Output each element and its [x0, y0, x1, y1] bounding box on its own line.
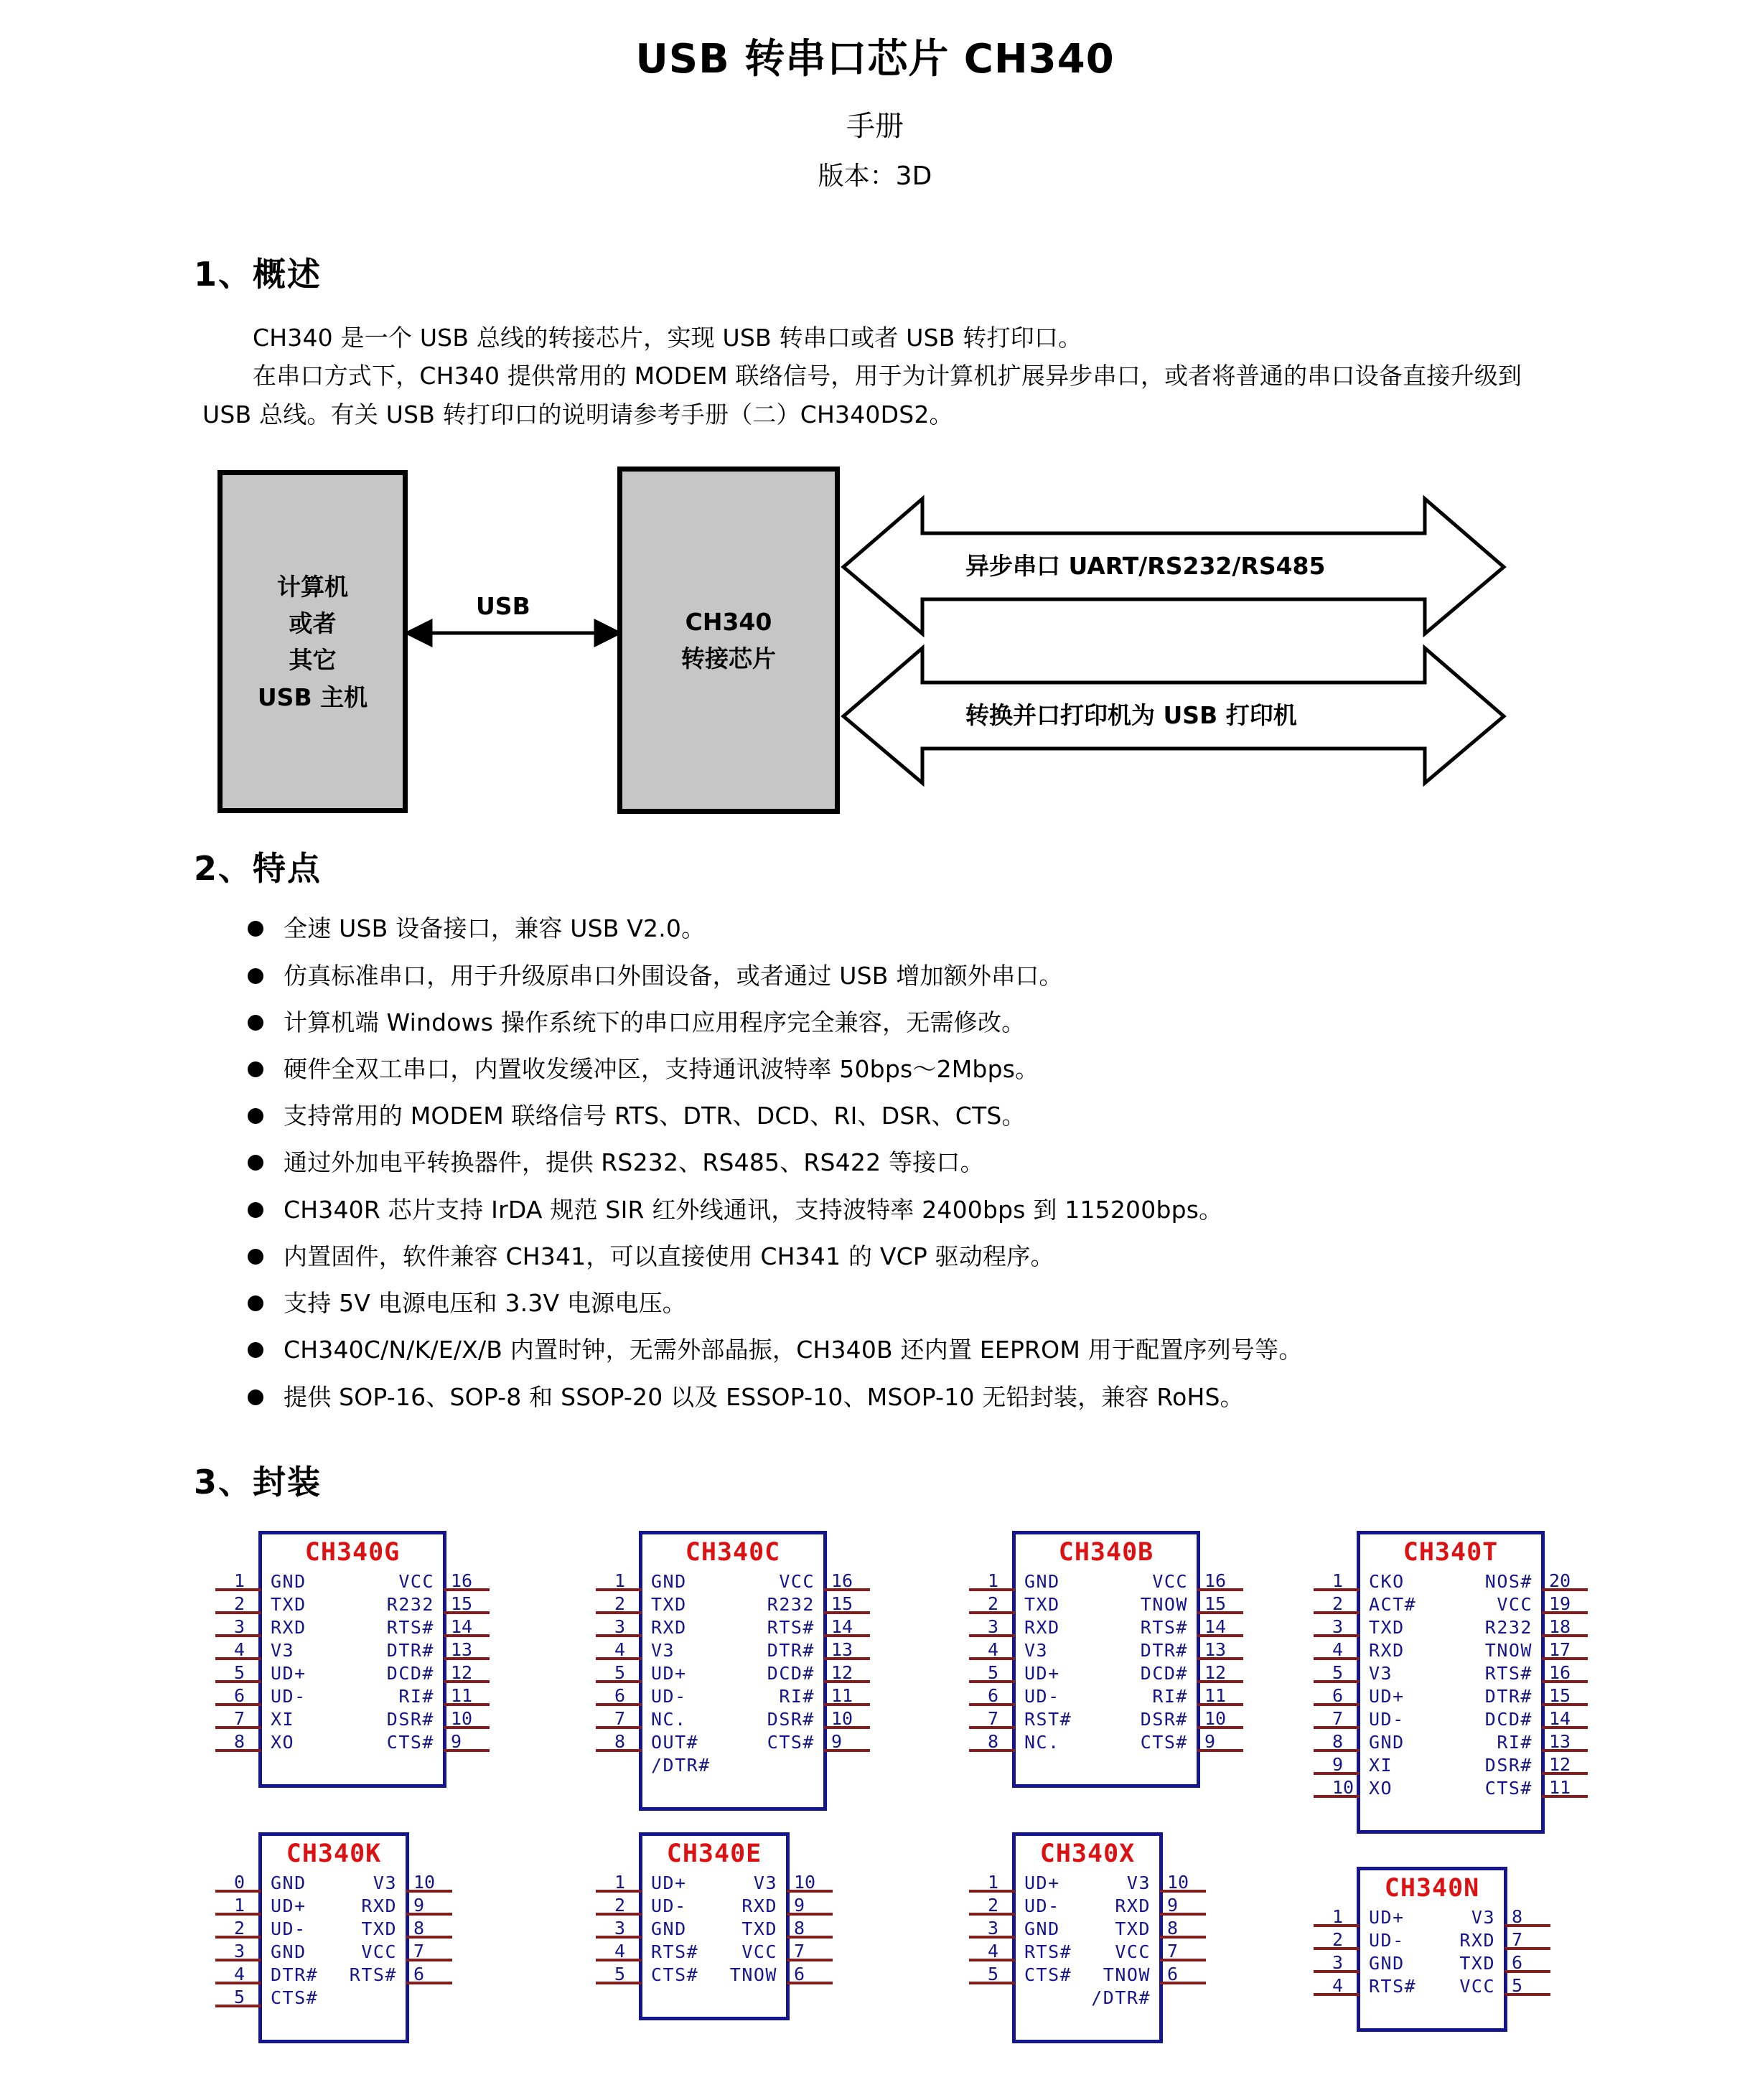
pin-label-right: DTR#	[386, 1639, 434, 1661]
feature-item-label: CH340R 芯片支持 IrDA 规范 SIR 红外线通讯，支持波特率 2400bps 到 115200bps。	[284, 1195, 1223, 1224]
document-version: 版本：3D	[818, 161, 932, 191]
pin-number-right: 10	[831, 1707, 853, 1729]
pin-number-left: 4	[614, 1639, 626, 1660]
pin-label-right: RXD	[1115, 1895, 1151, 1916]
pin-number-right: 14	[831, 1616, 853, 1637]
feature-item	[248, 1241, 1750, 1272]
pin-label-left: GND	[651, 1918, 687, 1939]
pin-number-right: 15	[1204, 1593, 1227, 1614]
pin-number-right: 7	[1167, 1940, 1179, 1961]
pin-number-right: 10	[1167, 1871, 1189, 1893]
chip-block	[617, 467, 840, 814]
feature-item	[248, 1288, 1750, 1319]
feature-item	[248, 1054, 1750, 1085]
pin-number-left: 4	[234, 1639, 245, 1660]
host-line-1: 计算机	[277, 573, 348, 601]
bullet-dot-icon	[248, 921, 263, 937]
pin-number-left: 4	[234, 1963, 245, 1984]
pin-label-left: GND	[1024, 1570, 1060, 1592]
pin-label-right: RI#	[398, 1685, 434, 1707]
chip-package-ch340c	[596, 1531, 870, 1818]
pin-number-right: 11	[1204, 1684, 1227, 1706]
pin-number-right: 8	[1167, 1917, 1179, 1939]
bullet-dot-icon	[248, 1202, 263, 1218]
pin-label-right: TNOW	[1103, 1964, 1151, 1985]
pin-label-left: DTR#	[271, 1964, 319, 1985]
pin-number-left: 2	[1332, 1928, 1344, 1950]
bullet-dot-icon	[248, 968, 263, 984]
pin-label-right: DTR#	[1140, 1639, 1188, 1661]
bullet-dot-icon	[248, 1295, 263, 1311]
pin-number-right: 10	[794, 1871, 816, 1893]
pin-label-right: RTS#	[1140, 1616, 1188, 1638]
pin-label-left: UD+	[1369, 1685, 1405, 1707]
bullet-dot-icon	[248, 1155, 263, 1171]
pin-number-left: 5	[234, 1986, 245, 2007]
host-line-4: USB 主机	[257, 683, 368, 711]
pin-label-left: CKO	[1369, 1570, 1405, 1592]
chip-package-ch340e	[596, 1832, 833, 2028]
pin-label-left: UD-	[1024, 1895, 1060, 1916]
pin-label-left: UD+	[271, 1895, 307, 1916]
document-subtitle: 手册	[846, 110, 904, 143]
pin-label-right: VCC	[741, 1941, 777, 1962]
pin-label-left: UD+	[1369, 1906, 1405, 1928]
feature-item-label: 提供 SOP-16、SOP-8 和 SSOP-20 以及 ESSOP-10、MSOP-10 无铅封装，兼容 RoHS。	[284, 1382, 1244, 1411]
pin-label-right: R232	[767, 1593, 815, 1615]
feature-item-label: 通过外加电平转换器件，提供 RS232、RS485、RS422 等接口。	[284, 1148, 984, 1177]
pin-label-left: UD+	[271, 1662, 307, 1684]
chip-part-number: CH340G	[304, 1537, 401, 1567]
pin-number-right: 9	[1204, 1730, 1216, 1752]
pin-label-right: RXD	[361, 1895, 397, 1916]
pin-number-left: 4	[1332, 1974, 1344, 1996]
overview-paragraph-1: CH340 是一个 USB 总线的转接芯片，实现 USB 转串口或者 USB 转打印口。	[253, 324, 1082, 352]
pin-number-left: 2	[988, 1593, 999, 1614]
pin-label-left: RXD	[1024, 1616, 1060, 1638]
pin-label-right-extra: /DTR#	[1091, 1987, 1151, 2008]
feature-item-label: 仿真标准串口，用于升级原串口外围设备，或者通过 USB 增加额外串口。	[284, 961, 1063, 990]
pin-number-right: 7	[794, 1940, 805, 1961]
pin-number-right: 10	[413, 1871, 436, 1893]
pin-number-left: 3	[614, 1917, 626, 1939]
pin-label-left: GND	[1369, 1952, 1405, 1974]
section-heading-features: 2、特点	[194, 849, 322, 889]
pin-number-left: 5	[614, 1661, 626, 1683]
pin-label-right: VCC	[1115, 1941, 1151, 1962]
pin-number-left: 2	[234, 1917, 245, 1939]
pin-label-right: R232	[386, 1593, 434, 1615]
pin-number-right: 16	[1204, 1570, 1227, 1591]
pin-number-right: 13	[1549, 1730, 1571, 1752]
usb-arrow	[408, 622, 619, 644]
pin-number-left: 2	[614, 1593, 626, 1614]
pin-label-left: UD+	[1024, 1662, 1060, 1684]
pin-label-left: GND	[1369, 1731, 1405, 1753]
bullet-dot-icon	[248, 1015, 263, 1031]
section-heading-overview: 1、概述	[194, 255, 322, 294]
feature-item	[248, 1382, 1750, 1413]
pin-number-right: 14	[1549, 1707, 1571, 1729]
pin-label-left: CTS#	[271, 1987, 319, 2008]
pin-number-left: 10	[1332, 1776, 1354, 1798]
feature-item-label: 全速 USB 设备接口，兼容 USB V2.0。	[284, 914, 706, 943]
pin-label-left: UD-	[271, 1685, 307, 1707]
pin-label-right: RI#	[779, 1685, 815, 1707]
pin-number-right: 8	[794, 1917, 805, 1939]
chip-part-number: CH340N	[1384, 1873, 1480, 1903]
pin-label-left: RTS#	[1369, 1975, 1417, 1997]
pin-label-left: NC.	[651, 1708, 687, 1730]
pin-number-right: 8	[413, 1917, 425, 1939]
pin-number-left: 3	[1332, 1616, 1344, 1637]
pin-number-left: 6	[1332, 1684, 1344, 1706]
datasheet-page	[0, 27, 1750, 2100]
pin-number-right: 5	[1512, 1974, 1523, 1996]
pin-label-right: RXD	[1459, 1929, 1495, 1951]
pin-number-left: 2	[988, 1894, 999, 1916]
pin-label-left: UD+	[651, 1872, 687, 1893]
pin-label-right: RTS#	[1484, 1662, 1533, 1684]
pin-label-left: GND	[271, 1570, 307, 1592]
pin-label-right: DSR#	[386, 1708, 434, 1730]
pin-number-right: 11	[451, 1684, 473, 1706]
pin-number-left: 3	[234, 1940, 245, 1961]
pin-label-left: RXD	[271, 1616, 307, 1638]
feature-item	[248, 1334, 1750, 1366]
feature-list	[248, 913, 1750, 1412]
pin-label-left: UD+	[1024, 1872, 1060, 1893]
pin-label-left: V3	[1369, 1662, 1393, 1684]
pin-number-left: 1	[1332, 1906, 1344, 1927]
chip-package-ch340b	[969, 1531, 1243, 1795]
pin-number-right: 8	[1512, 1906, 1523, 1927]
chip-part-number: CH340C	[685, 1537, 781, 1567]
pin-number-right: 15	[831, 1593, 853, 1614]
pin-label-left: UD-	[1024, 1685, 1060, 1707]
pin-number-left: 6	[234, 1684, 245, 1706]
pin-label-left: GND	[1024, 1918, 1060, 1939]
pin-number-left: 3	[234, 1616, 245, 1637]
pin-number-right: 7	[413, 1940, 425, 1961]
pin-label-left: RTS#	[651, 1941, 699, 1962]
pin-label-left: CTS#	[651, 1964, 699, 1985]
chip-part-number: CH340K	[286, 1839, 382, 1868]
pin-label-right: VCC	[1152, 1570, 1188, 1592]
feature-item	[248, 1007, 1750, 1039]
bullet-dot-icon	[248, 1061, 263, 1077]
pin-label-left: V3	[271, 1639, 295, 1661]
pin-number-right: 9	[831, 1730, 843, 1752]
pin-label-right: DCD#	[1484, 1708, 1533, 1730]
usb-link-label: USB	[476, 592, 530, 621]
chip-package-ch340n	[1314, 1867, 1550, 2039]
pin-label-left: GND	[271, 1872, 307, 1893]
pin-number-left: 7	[988, 1707, 999, 1729]
pin-number-right: 20	[1549, 1570, 1571, 1591]
pin-label-left: TXD	[271, 1593, 307, 1615]
feature-item-label: 计算机端 Windows 操作系统下的串口应用程序完全兼容，无需修改。	[284, 1008, 1026, 1036]
feature-item	[248, 1147, 1750, 1178]
pin-number-left: 1	[234, 1894, 245, 1916]
pin-number-right: 13	[831, 1639, 853, 1660]
pin-number-left: 3	[988, 1616, 999, 1637]
pin-number-left: 8	[614, 1730, 626, 1752]
pin-number-left: 9	[1332, 1753, 1344, 1775]
pin-number-right: 6	[1512, 1951, 1523, 1973]
chip-package-ch340g	[215, 1531, 490, 1795]
pin-number-left: 5	[234, 1661, 245, 1683]
pin-number-left: 5	[614, 1963, 626, 1984]
pin-number-left: 3	[614, 1616, 626, 1637]
pin-number-right: 12	[831, 1661, 853, 1683]
pin-number-left: 7	[614, 1707, 626, 1729]
pin-label-right: TXD	[741, 1918, 777, 1939]
pin-number-left: 4	[988, 1639, 999, 1660]
pin-label-right: RI#	[1497, 1731, 1533, 1753]
bullet-dot-icon	[248, 1342, 263, 1358]
pin-label-right: DCD#	[767, 1662, 815, 1684]
overview-paragraph-2: 在串口方式下，CH340 提供常用的 MODEM 联络信号，用于为计算机扩展异步串口，或者将普通的串口设备直接升级到 USB 总线。有关 USB 转打印口的说明请参考手册（二）CH340DS2。	[202, 362, 1522, 428]
pin-label-right: TXD	[1115, 1918, 1151, 1939]
pin-number-right: 15	[1549, 1684, 1571, 1706]
pin-label-left: TXD	[651, 1593, 687, 1615]
pin-label-left: UD-	[271, 1918, 307, 1939]
pin-label-left: UD-	[1369, 1929, 1405, 1951]
chip-part-number: CH340B	[1058, 1537, 1154, 1567]
pin-label-right: CTS#	[767, 1731, 815, 1753]
pin-label-left: UD+	[651, 1662, 687, 1684]
pin-number-left: 5	[988, 1661, 999, 1683]
feature-item-label: 支持 5V 电源电压和 3.3V 电源电压。	[284, 1289, 686, 1318]
pin-number-left: 8	[988, 1730, 999, 1752]
pin-number-left: 1	[614, 1871, 626, 1893]
pin-number-left: 7	[1332, 1707, 1344, 1729]
pin-number-right: 13	[1204, 1639, 1227, 1660]
pin-label-left: GND	[651, 1570, 687, 1592]
pin-label-right: DTR#	[767, 1639, 815, 1661]
pin-number-left: 2	[614, 1894, 626, 1916]
pin-label-right: TNOW	[729, 1964, 777, 1985]
pin-number-right: 6	[413, 1963, 425, 1984]
pin-label-right: V3	[373, 1872, 397, 1893]
pin-label-left: V3	[1024, 1639, 1049, 1661]
pin-label-right: CTS#	[1484, 1777, 1533, 1799]
pin-label-right: TNOW	[1140, 1593, 1188, 1615]
pin-label-left: V3	[651, 1639, 675, 1661]
pin-label-left: XI	[271, 1708, 295, 1730]
pin-label-right: V3	[753, 1872, 777, 1893]
feature-item-label: CH340C/N/K/E/X/B 内置时钟，无需外部晶振，CH340B 还内置 EEPROM 用于配置序列号等。	[284, 1336, 1303, 1364]
pin-label-right: NOS#	[1484, 1570, 1533, 1592]
pin-number-left: 8	[234, 1730, 245, 1752]
pin-number-right: 14	[1204, 1616, 1227, 1637]
pin-number-right: 13	[451, 1639, 473, 1660]
pin-number-left: 1	[234, 1570, 245, 1591]
pin-number-left: 0	[234, 1871, 245, 1893]
pin-label-left: ACT#	[1369, 1593, 1417, 1615]
pin-label-right: VCC	[1497, 1593, 1533, 1615]
pin-number-right: 10	[451, 1707, 473, 1729]
pin-number-left: 4	[614, 1940, 626, 1961]
pin-number-left: 8	[1332, 1730, 1344, 1752]
feature-item	[248, 913, 1750, 944]
pin-label-left: GND	[271, 1941, 307, 1962]
pin-number-right: 12	[451, 1661, 473, 1683]
pin-label-right: TNOW	[1484, 1639, 1533, 1661]
pin-number-right: 16	[831, 1570, 853, 1591]
pin-label-right: DCD#	[386, 1662, 434, 1684]
pin-label-right: TXD	[361, 1918, 397, 1939]
pin-label-left: CTS#	[1024, 1964, 1072, 1985]
pin-number-right: 9	[794, 1894, 805, 1916]
host-block	[217, 470, 408, 813]
pin-number-left: 1	[988, 1871, 999, 1893]
pin-number-left: 1	[1332, 1570, 1344, 1591]
overview-body	[197, 319, 1553, 433]
bullet-dot-icon	[248, 1249, 263, 1265]
pin-label-right: RTS#	[386, 1616, 434, 1638]
pin-number-left: 4	[1332, 1639, 1344, 1660]
pin-number-left: 2	[234, 1593, 245, 1614]
pin-label-left-extra: /DTR#	[651, 1754, 711, 1776]
pin-label-left: RTS#	[1024, 1941, 1072, 1962]
pin-label-right: DSR#	[1484, 1754, 1533, 1776]
pin-number-left: 1	[614, 1570, 626, 1591]
pin-number-right: 16	[451, 1570, 473, 1591]
printer-arrow-label: 转换并口打印机为 USB 打印机	[965, 701, 1297, 730]
pin-number-right: 18	[1549, 1616, 1571, 1637]
pin-label-right: DCD#	[1140, 1662, 1188, 1684]
chip-line-2: 转接芯片	[681, 644, 776, 673]
pin-number-right: 11	[831, 1684, 853, 1706]
pin-label-right: V3	[1471, 1906, 1495, 1928]
pin-label-left: RXD	[651, 1616, 687, 1638]
feature-item	[248, 960, 1750, 992]
pin-label-left: XO	[271, 1731, 295, 1753]
pin-label-right: VCC	[361, 1941, 397, 1962]
bullet-dot-icon	[248, 1108, 263, 1124]
pin-number-left: 5	[1332, 1661, 1344, 1683]
pin-number-left: 5	[988, 1963, 999, 1984]
pin-label-left: TXD	[1024, 1593, 1060, 1615]
chip-package-ch340k	[215, 1832, 452, 2050]
pin-label-right: VCC	[398, 1570, 434, 1592]
pin-number-left: 6	[988, 1684, 999, 1706]
bullet-dot-icon	[248, 1389, 263, 1405]
uart-arrow-label: 异步串口 UART/RS232/RS485	[965, 552, 1326, 581]
pin-label-right: TXD	[1459, 1952, 1495, 1974]
pin-number-right: 10	[1204, 1707, 1227, 1729]
pin-number-left: 1	[988, 1570, 999, 1591]
block-diagram	[0, 452, 1750, 811]
chip-package-ch340x	[969, 1832, 1206, 2050]
pin-number-right: 7	[1512, 1928, 1523, 1950]
pin-number-right: 12	[1549, 1753, 1571, 1775]
pin-label-right: R232	[1484, 1616, 1533, 1638]
chip-part-number: CH340X	[1039, 1839, 1136, 1868]
section-heading-packages: 3、封装	[194, 1462, 322, 1501]
pin-label-left: RXD	[1369, 1639, 1405, 1661]
pin-number-right: 6	[794, 1963, 805, 1984]
pin-label-right: RI#	[1152, 1685, 1188, 1707]
pin-number-right: 12	[1204, 1661, 1227, 1683]
pin-number-right: 15	[451, 1593, 473, 1614]
pin-number-right: 16	[1549, 1661, 1571, 1683]
package-diagrams	[0, 1531, 1750, 2091]
pin-label-left: NC.	[1024, 1731, 1060, 1753]
pin-label-left: RST#	[1024, 1708, 1072, 1730]
chip-line-1: CH340	[685, 608, 772, 637]
pin-number-left: 4	[988, 1940, 999, 1961]
pin-number-left: 3	[988, 1917, 999, 1939]
chip-part-number: CH340E	[666, 1839, 762, 1868]
feature-item-label: 支持常用的 MODEM 联络信号 RTS、DTR、DCD、RI、DSR、CTS。	[284, 1102, 1026, 1130]
feature-item-label: 硬件全双工串口，内置收发缓冲区，支持通讯波特率 50bps～2Mbps。	[284, 1055, 1039, 1084]
pin-number-right: 9	[1167, 1894, 1179, 1916]
pin-label-right: RTS#	[349, 1964, 397, 1985]
pin-number-right: 19	[1549, 1593, 1571, 1614]
host-line-2: 或者	[289, 609, 337, 638]
host-line-3: 其它	[289, 646, 337, 675]
chip-package-ch340t	[1314, 1531, 1588, 1841]
pin-number-right: 9	[451, 1730, 462, 1752]
pin-number-right: 9	[413, 1894, 425, 1916]
pin-number-right: 11	[1549, 1776, 1571, 1798]
pin-label-right: DTR#	[1484, 1685, 1533, 1707]
pin-label-left: UD-	[1369, 1708, 1405, 1730]
chip-part-number: CH340T	[1403, 1537, 1499, 1567]
feature-item	[248, 1100, 1750, 1132]
pin-number-left: 2	[1332, 1593, 1344, 1614]
pin-number-left: 6	[614, 1684, 626, 1706]
feature-item-label: 内置固件，软件兼容 CH341，可以直接使用 CH341 的 VCP 驱动程序。	[284, 1242, 1054, 1270]
pin-label-right: V3	[1126, 1872, 1151, 1893]
feature-item	[248, 1194, 1750, 1226]
pin-number-right: 17	[1549, 1639, 1571, 1660]
pin-label-right: DSR#	[767, 1708, 815, 1730]
pin-number-left: 3	[1332, 1951, 1344, 1973]
pin-label-left: OUT#	[651, 1731, 699, 1753]
pin-label-right: RTS#	[767, 1616, 815, 1638]
pin-number-right: 14	[451, 1616, 473, 1637]
pin-label-right: CTS#	[386, 1731, 434, 1753]
pin-label-right: RXD	[741, 1895, 777, 1916]
pin-label-right: CTS#	[1140, 1731, 1188, 1753]
pin-label-right: VCC	[779, 1570, 815, 1592]
page-title: USB 转串口芯片 CH340	[635, 36, 1115, 83]
pin-number-left: 7	[234, 1707, 245, 1729]
pin-label-left: UD-	[651, 1895, 687, 1916]
pin-label-left: UD-	[651, 1685, 687, 1707]
pin-number-right: 6	[1167, 1963, 1179, 1984]
pin-label-left: XI	[1369, 1754, 1393, 1776]
pin-label-left: XO	[1369, 1777, 1393, 1799]
pin-label-right: VCC	[1459, 1975, 1495, 1997]
pin-label-left: TXD	[1369, 1616, 1405, 1638]
pin-label-right: DSR#	[1140, 1708, 1188, 1730]
